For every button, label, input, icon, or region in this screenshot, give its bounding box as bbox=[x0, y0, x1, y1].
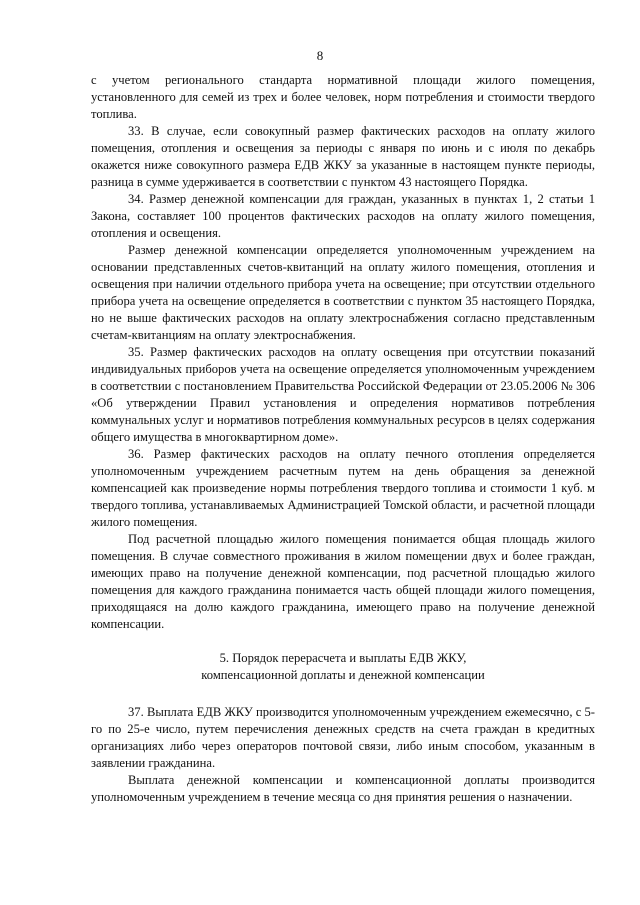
document-body bbox=[91, 72, 595, 806]
paragraph-calculated-area: Под расчетной площадью жилого помещения понимается общая площадь жилого помещения. В случае совместного проживания в жилом помещении двух и более граждан, имеющих право на получение денежной компенсации, под расчетной площадью жилого помещения для каждого гражданина понимается часть общей площади жилого помещения, приходящаяся на долю каждого гражданина, имеющего право на получение денежной компенсации. bbox=[91, 532, 595, 631]
section-heading-line-1: 5. Порядок перерасчета и выплаты ЕДВ ЖКУ, bbox=[219, 651, 467, 665]
paragraph-item-35: 35. Размер фактических расходов на оплату освещения при отсутствии показаний индивидуальных приборов учета на освещение определяется уполномоченным учреждением в соответствии с постановлением Правительства Российской Федерации от 23.05.2006 № 306 «Об утверждении Правил установления и определения нормативов потребления коммунальных услуг и нормативов потребления коммунальных ресурсов в целях содержания общего имущества в многоквартирном доме». bbox=[91, 345, 595, 444]
paragraph-item-37: 37. Выплата ЕДВ ЖКУ производится уполномоченным учреждением ежемесячно, с 5-го по 25-е число, путем перечисления денежных средств на счета граждан в кредитных организациях либо через операторов почтовой связи, либо иным способом, указанным в заявлении гражданина. bbox=[91, 705, 595, 770]
paragraph-continuation: с учетом регионального стандарта нормативной площади жилого помещения, установленного для семей из трех и более человек, норм потребления и стоимости твердого топлива. bbox=[91, 73, 595, 121]
paragraph-payment-timing: Выплата денежной компенсации и компенсационной доплаты производится уполномоченным учреждением в течение месяца со дня принятия решения о назначении. bbox=[91, 773, 595, 804]
section-5-heading bbox=[91, 650, 595, 684]
page-number: 8 bbox=[316, 48, 324, 63]
paragraph-item-34: 34. Размер денежной компенсации для граждан, указанных в пунктах 1, 2 статьи 1 Закона, составляет 100 процентов фактических расходов на оплату жилого помещения, отопления и освещения. bbox=[91, 192, 595, 240]
paragraph-item-36: 36. Размер фактических расходов на оплату печного отопления определяется уполномоченным учреждением расчетным путем на день обращения за денежной компенсацией как произведение нормы потребления твердого топлива и стоимости 1 куб. м твердого топлива, устанавливаемых Администрацией Томской области, и расчетной площади жилого помещения. bbox=[91, 447, 595, 529]
paragraph-compensation-determination: Размер денежной компенсации определяется уполномоченным учреждением на основании представленных счетов-квитанций на оплату жилого помещения, отопления и освещения при наличии отдельного прибора учета на освещение; при отсутствии отдельного прибора учета на освещение определяется в соответствии с пунктом 35 настоящего Порядка, но не выше фактических расходов на оплату электроснабжения согласно представленным счетам-квитанциям на оплату электроснабжения. bbox=[91, 243, 595, 342]
paragraph-item-33: 33. В случае, если совокупный размер фактических расходов на оплату жилого помещения, отопления и освещения за периоды с января по июнь и с июля по декабрь окажется ниже совокупного размера ЕДВ ЖКУ за указанные в настоящем пункте периоды, разница в сумме удерживается в соответствии с пунктом 43 настоящего Порядка. bbox=[91, 124, 595, 189]
section-heading-line-2: компенсационной доплаты и денежной компенсации bbox=[201, 668, 485, 682]
